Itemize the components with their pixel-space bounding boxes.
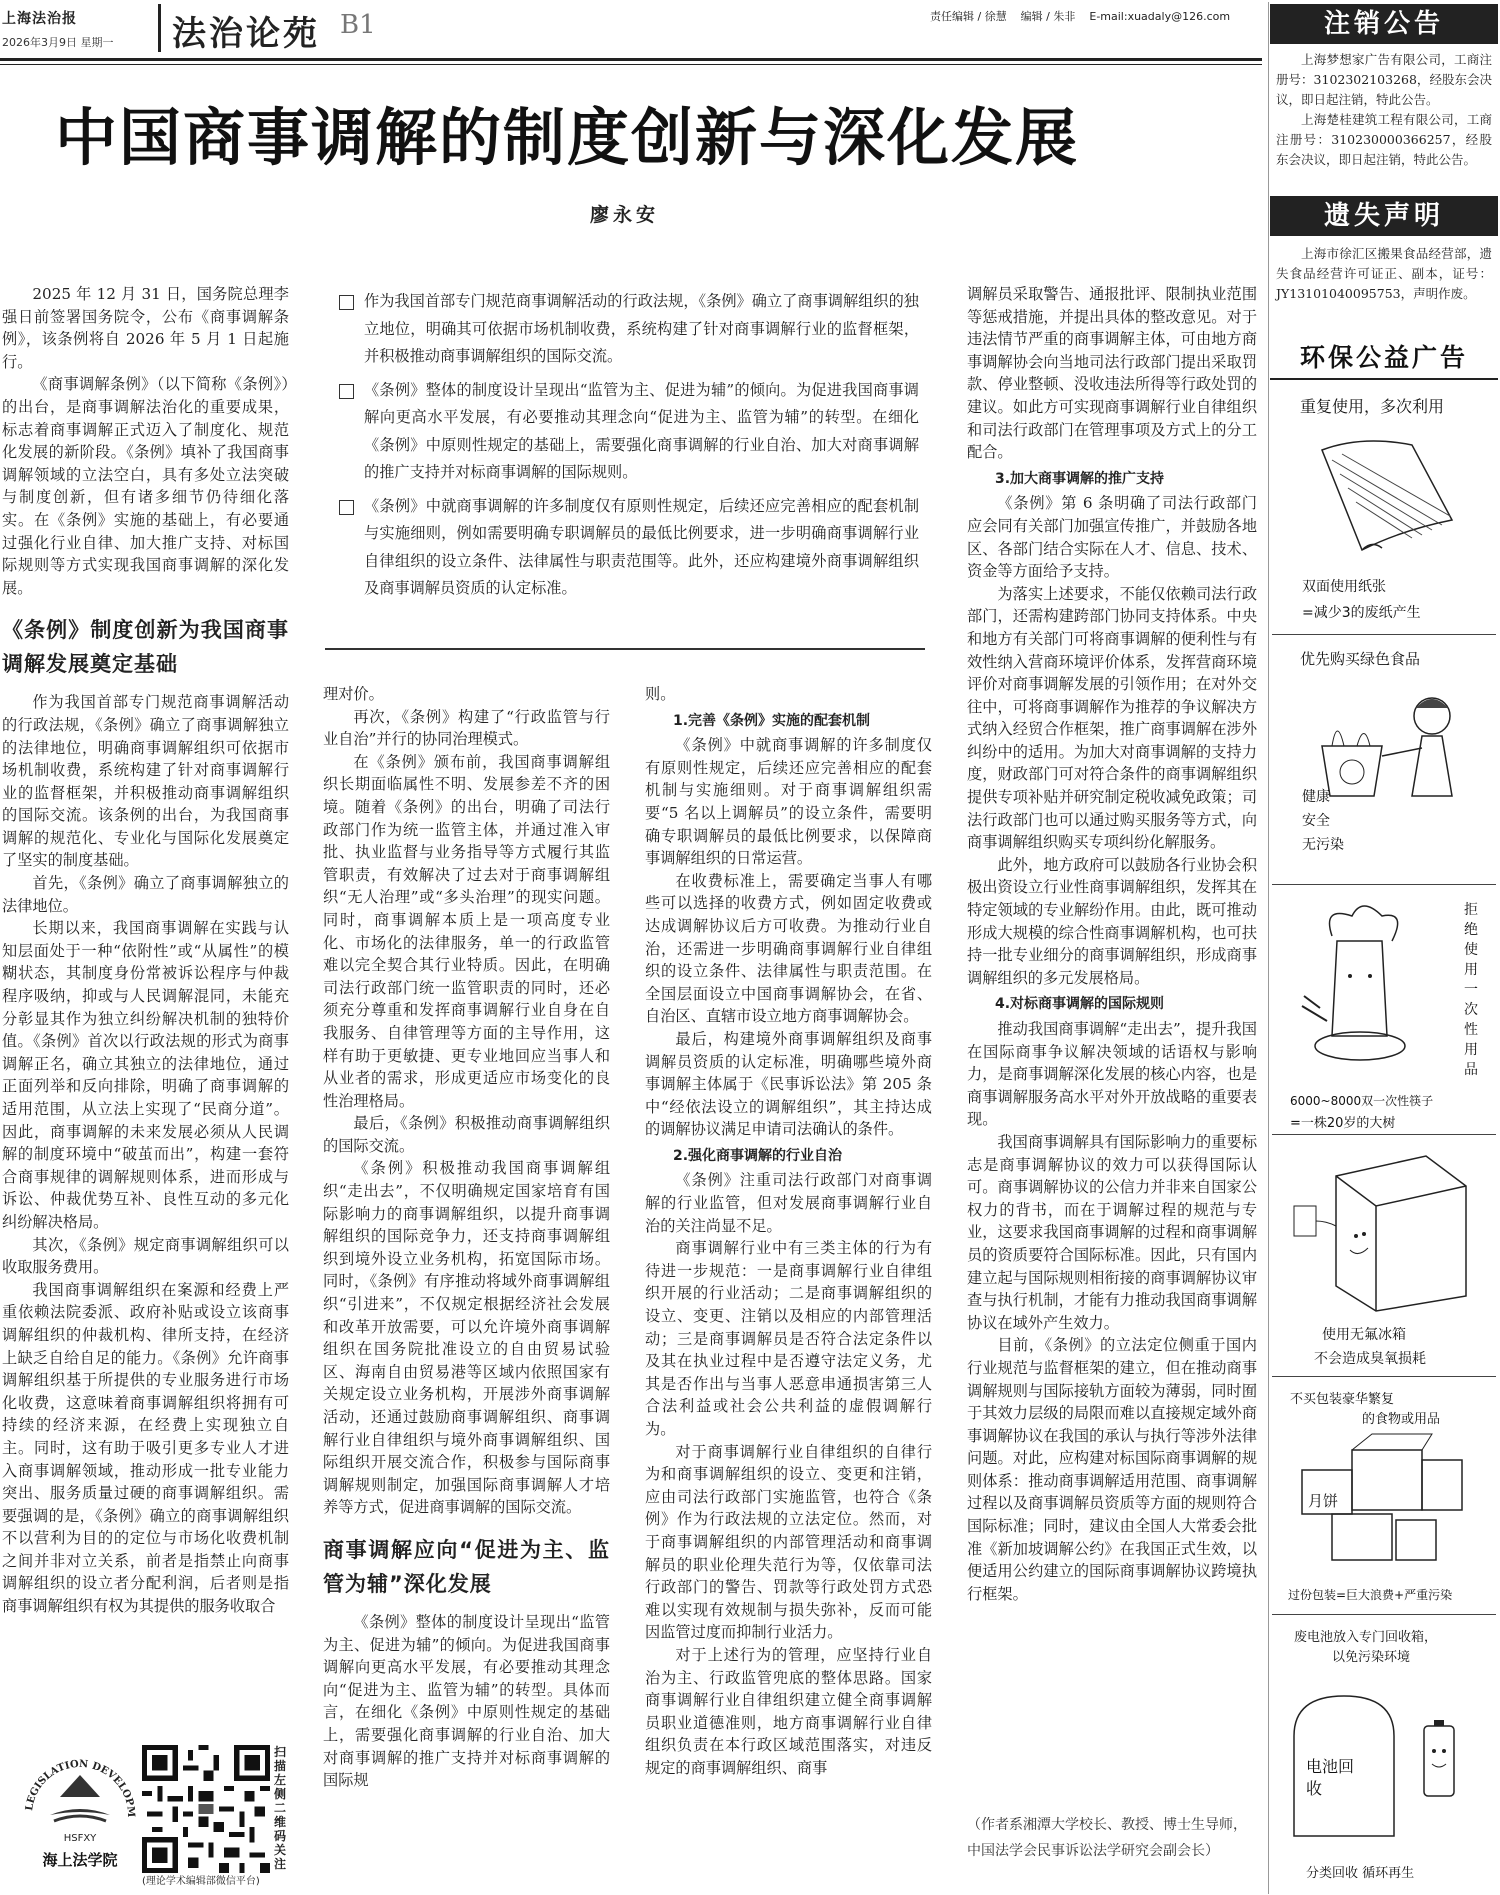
tree-stump-icon xyxy=(1292,896,1432,1086)
page-code: B1 xyxy=(340,10,376,40)
paragraph: 目前，《条例》的立法定位侧重于国内行业规范与监督框架的建立，但在推动商事调解规则与国际接轨方面较为薄弱，同时囿于其效力层级的局限而难以直接规定域外商事调解协议在我国的承认与执行等涉外法律问题。对此，应构建对标国际商事调解的规则体系：推动商事调解适用范围、商事调解过程以及商事调解员资质等方面的规则符合国际标准；同时，建议由全国人大常委会批准《新加坡调解公约》在我国正式生效，以便适用公约建立的国际商事调解协议跨境执行框架。 xyxy=(967,1336,1257,1603)
paragraph: 为落实上述要求，不能仅依赖司法行政部门，还需构建跨部门协同支持体系。中央和地方有关部门可将商事调解的便利性与有效性纳入营商环境评价体系，发挥营商环境评价对商事调解发展的引领作用；在对外交往中，可将商事调解作为推荐的争议解决方式纳入经贸合作框架，推广商事调解在涉外纠纷中的适用。为加大对商事调解的支持力度，财政部门可对符合条件的商事调解组织提供专项补贴并研究制定税收减免政策；司法行政部门也可以通过购买服务等方式，向商事调解组织购买专项纠纷化解服务。 xyxy=(967,584,1257,852)
fridge-icon xyxy=(1286,1146,1486,1316)
scan-hint: 扫描左侧二维码关注 xyxy=(274,1745,287,1871)
masthead-date: 2026年3月9日 星期一 xyxy=(2,36,114,49)
author-note: （作者系湘潭大学校长、教授、博士生导师，中国法学会民事诉讼法学研究会副会长） xyxy=(967,1817,1247,1859)
article-column-1 xyxy=(2,283,289,1618)
article-title: 中国商事调解的制度创新与深化发展 xyxy=(55,101,1080,174)
subheading: 《条例》制度创新为我国商事调解发展奠定基础 xyxy=(2,618,289,677)
paragraph: 对于上述行为的管理，应坚持行业自治为主、行政监管兜底的整体思路。国家商事调解行业自律组织建立健全商事调解员职业道德准则，地方商事调解行业自律组织负责在本行政区域范围落实，对违反规定的商事调解组织、商事 xyxy=(645,1645,932,1777)
paragraph: 《商事调解条例》（以下简称《条例》）的出台，是商事调解法治化的重要成果，标志着商事调解正式迈入了制度化、规范化发展的新阶段。《条例》填补了我国商事调解领域的立法空白，具有多处立法突破与制度创新，但有诸多细节仍待细化落实。在《条例》实施的基础上，有必要通过强化行业自律、加大推广支持、对标国际规则等方式实现我国商事调解的深化发展。 xyxy=(2,375,289,597)
header-divider xyxy=(158,4,161,52)
paragraph: 我国商事调解组织在案源和经费上严重依赖法院委派、政府补贴或设立该商事调解组织的仲裁机构、律所支持，在经济上缺乏自给自足的能力。《条例》允许商事调解组织基于所提供的专业服务进行市场化收费，这意味着商事调解组织将拥有可持续的经济来源，在经费上实现独立自主。同时，这有助于吸引更多专业人才进入商事调解领域，推动形成一批专业能力突出、服务质量过硬的商事调解组织。需要强调的是，《条例》确立的商事调解组织不以营利为目的的定位与市场化收费机制之间并非对立关系，前者是指禁止向商事调解组织的设立者分配利润，后者则是指商事调解组织有权为其提供的服务收取合 xyxy=(2,1280,289,1616)
qr-code-icon xyxy=(142,1745,270,1873)
square-bullet-icon xyxy=(339,500,354,515)
qr-caption: (理论学术编辑部微信平台) xyxy=(142,1876,260,1887)
highlight-item: 作为我国首部专门规范商事调解活动的行政法规，《条例》确立了商事调解组织的独立地位，明确其可依据市场机制收费，系统构建了针对商事调解行业的监督框架，并积极推动商事调解组织的国际交流。 xyxy=(335,288,919,371)
paragraph: 推动我国商事调解“走出去”，提升我国在国际商事争议解决领域的话语权与影响力，是商事调解深化发展的核心内容，也是商事调解服务高水平对外开放战略的重要表现。 xyxy=(967,1020,1257,1129)
paper-sheets-icon xyxy=(1302,430,1472,560)
header-rule xyxy=(0,58,1262,61)
editor-line: 责任编辑 / 徐慧 编辑 / 朱非 E-mail:xuadaly@126.com xyxy=(930,10,1231,23)
svg-text:LEGISLATION DEVELOPMENT: LEGISLATION DEVELOPM xyxy=(24,1758,137,1818)
square-bullet-icon xyxy=(339,295,354,310)
eco-ad-title: 环保公益广告 xyxy=(1270,338,1498,380)
section-name: 法治论苑 xyxy=(172,14,320,54)
paragraph: 《条例》第 6 条明确了司法行政部门应会同有关部门加强宣传推广，并鼓励各地区、各部门结合实际在人才、信息、技术、资金等方面给予支持。 xyxy=(967,494,1257,581)
paragraph: 则。 xyxy=(645,685,676,703)
eco-panel-battery: 废电池放入专门回收箱， 以免污染环境 电池回收 分类回收 循环再生 xyxy=(1272,1616,1496,1892)
article-author: 廖永安 xyxy=(590,204,660,226)
eco-panel-fridge: 使用无氟冰箱 不会造成臭氧损耗 xyxy=(1272,1136,1496,1377)
paragraph: 调解员采取警告、通报批评、限制执业范围等惩戒措施，并提出具体的整改意见。对于违法情节严重的商事调解主体，可由地方商事调解协会向当地司法行政部门提出采取罚款、停业整顿、没收违法所得等行政处罚的建议。如此方可实现商事调解行业自律组织和司法行政部门在管理事项及方式上的分工配合。 xyxy=(967,285,1257,462)
notice-title: 注销公告 xyxy=(1270,4,1498,44)
paragraph: 长期以来，我国商事调解在实践与认知层面处于一种“依附性”或“从属性”的模糊状态，其制度身份常被诉讼程序与仲裁程序吸纳，抑或与人民调解混同，未能充分彰显其作为独立纠纷解决机制的独特价值。《条例》首次以行政法规的形式为商事调解正名，确立其独立的法律地位，通过正面列举和反向排除，明确了商事调解的适用范围，从立法上实现了“民商分道”。因此，商事调解的未来发展必须从人民调解的制度环境中“破茧而出”，构建一套符合商事规律的调解规则体系，进而形成与诉讼、仲裁优势互补、良性互动的多元化纠纷解决格局。 xyxy=(2,919,289,1231)
paragraph: 商事调解行业中有三类主体的行为有待进一步规范：一是商事调解行业自律组织开展的行业活动；二是商事调解组织的设立、变更、注销以及相应的内部管理活动；三是商事调解员是否符合法定条件以及其在执业过程中是否遵守法定义务，尤其是否作出与当事人恶意串通损害第三人合法利益或社会公共利益的虚假调解行为。 xyxy=(645,1239,932,1438)
paragraph: 最后，《条例》积极推动商事调解组织的国际交流。 xyxy=(323,1114,610,1155)
highlight-item: 《条例》整体的制度设计呈现出“监管为主、促进为辅”的倾向。为促进我国商事调解向更高水平发展，有必要推动其理念向“促进为主、监管为辅”的转型。在细化《条例》中原则性规定的基础上，需要强化商事调解的行业自治、加大对商事调解的推广支持并对标商事调解的国际规则。 xyxy=(335,377,919,487)
paragraph: 《条例》积极推动我国商事调解组织“走出去”，不仅明确规定国家培育有国际影响力的商事调解组织，以提升商事调解组织的国际竞争力，还支持商事调解组织到境外设立业务机构，拓宽国际市场。同时，《条例》有序推动将域外商事调解组织“引进来”，不仅规定根据经济社会发展和改革开放需要，可以允许境外商事调解组织在国务院批准设立的自由贸易试验区、海南自由贸易港等区域内依照国家有关规定设立业务机构，开展涉外商事调解活动，还通过鼓励商事调解组织、商事调解行业自律组织与境外商事调解组织、国际组织开展交流合作，积极参与国际商事调解规则制定，加强国际商事调解人才培养等方式，促进商事调解的国际交流。 xyxy=(323,1159,610,1517)
paragraph: 在收费标准上，需要确定当事人有哪些可以选择的收费方式，例如固定收费或达成调解协议后方可收费。为推动行业自治，还需进一步明确商事调解行业自律组织的设立条件、法律属性与职责范围。在全国层面设立中国商事调解协会，在省、自治区、直辖市设立地方商事调解协会。 xyxy=(645,871,932,1026)
section-heading: 4.对标商事调解的国际规则 xyxy=(995,996,1165,1013)
article-column-3 xyxy=(645,683,932,1780)
paragraph: 其次，《条例》规定商事调解组织可以收取服务费用。 xyxy=(2,1235,289,1277)
paragraph: 对于商事调解行业自律组织的自律行为和商事调解组织的设立、变更和注销，应由司法行政部门实施监管，也符合《条例》作为行政法规的立法定位。然而，对于商事调解组织的内部管理活动和商事调解员的职业伦理失范行为等，仅依靠司法行政部门的警告、罚款等行政处罚方式恐难以实现有效规制与损失弥补，反而可能因监管过度而抑制行业活力。 xyxy=(645,1442,932,1642)
lost-list xyxy=(1276,244,1492,304)
subheading: 商事调解应向“促进为主、监管为辅”深化发展 xyxy=(323,1537,610,1596)
paragraph: 我国商事调解具有国际影响力的重要标志是商事调解协议的效力可以获得国际认可。商事调解协议的公信力并非来自国家公权力的背书，而在于调解过程的规范与专业，这要求我国商事调解的过程和商事调解员的资质要符合国际标准。因此，只有国内建立起与国际规则相衔接的商事调解协议审查与执行机制，才能有力推动我国商事调解协议在域外产生效力。 xyxy=(967,1132,1257,1332)
highlight-box xyxy=(335,288,919,609)
article-column-4 xyxy=(967,283,1257,1605)
paragraph: 《条例》整体的制度设计呈现出“监管为主、促进为辅”的倾向。为促进我国商事调解向更高水平发展，有必要推动其理念向“促进为主、监管为辅”的转型。具体而言，在细化《条例》中原则性规定的基础上，需要强化商事调解的行业自治、加大对商事调解的推广支持并对标商事调解的国际规 xyxy=(323,1612,610,1790)
eco-panel-food: 优先购买绿色食品 健康 安全 无污染 xyxy=(1272,636,1496,885)
paragraph: 首先，《条例》确立了商事调解独立的法律地位。 xyxy=(2,874,289,915)
notice-list xyxy=(1276,50,1492,170)
header-rule-thin xyxy=(0,64,1262,65)
lost-item: 上海市徐汇区搬果食品经营部，遗失食品经营许可证正、副本，证号：JY13101040095753，声明作废。 xyxy=(1276,246,1492,301)
notice-item: 上海楚桂建筑工程有限公司，工商注册号：310230000366257，经股东会决议，即日起注销，特此公告。 xyxy=(1276,112,1492,167)
paragraph: 再次，《条例》构建了“行政监管与行业自治”并行的协同治理模式。 xyxy=(323,707,610,749)
qr-code[interactable] xyxy=(142,1745,270,1873)
section-heading: 2.强化商事调解的行业自治 xyxy=(673,1147,843,1164)
masthead-logo: 上海法治报 xyxy=(2,11,77,27)
eco-panel-paper: 重复使用，多次利用 双面使用纸张 =减少3的废纸产生 xyxy=(1272,382,1496,635)
paragraph: 理对价。 xyxy=(323,685,384,703)
law-school-logo-icon xyxy=(20,1745,140,1885)
article-column-2 xyxy=(323,683,610,1792)
highlight-rule xyxy=(325,648,925,650)
square-bullet-icon xyxy=(339,384,354,399)
highlight-item: 《条例》中就商事调解的许多制度仅有原则性规定，后续还应完善相应的配套机制与实施细则，例如需要明确专职调解员的最低比例要求，进一步明确商事调解行业自律组织的设立条件、法律属性与职责范围等。此外，还应构建境外商事调解组织及商事调解员资质的认定标准。 xyxy=(335,493,919,603)
paragraph: 在《条例》颁布前，我国商事调解组织长期面临属性不明、发展参差不齐的困境。随着《条例》的出台，明确了司法行政部门作为统一监管主体，并通过准入审批、执业监督与业务指导等方式履行其监管职责，有效解决了过去对于商事调解组织“无人治理”或“多头治理”的现实问题。同时，商事调解本质上是一项高度专业化、市场化的法律服务，单一的行政监管难以完全契合其行业特质。因此，在明确司法行政部门统一监管职责的同时，还必须充分尊重和发挥商事调解行业自身在自我服务、自律管理等方面的主导作用，这样有助于更敏捷、更专业地回应当事人和从业者的需求，形成更适应市场变化的良性治理格局。 xyxy=(323,752,610,1110)
girl-with-basket-icon xyxy=(1312,676,1482,826)
svg-text:海上法学院: 海上法学院 xyxy=(42,1851,118,1869)
paragraph: 最后，构建境外商事调解组织及商事调解员资质的认定标准，明确哪些境外商事调解主体属于《民事诉讼法》第 205 条中“经依法设立的调解组织”，其主持达成的调解协议满足申请司法确认的条件。 xyxy=(645,1029,932,1139)
section-heading: 1.完善《条例》实施的配套机制 xyxy=(673,712,871,729)
section-heading: 3.加大商事调解的推广支持 xyxy=(995,470,1165,487)
eco-panel-chopsticks: 拒绝使用一次性用品 6000~8000双一次性筷子 =一株20岁的大树 xyxy=(1272,886,1496,1135)
svg-text:HSFXY: HSFXY xyxy=(63,1833,97,1844)
paragraph: 《条例》中就商事调解的许多制度仅有原则性规定，后续还应完善相应的配套机制与实施细则。对于商事调解组织需要“5 名以上调解员”的设立条件，需要明确专职调解员的最低比例要求，以保障商事调解组织的日常运营。 xyxy=(645,736,932,868)
paragraph: 2025 年 12 月 31 日，国务院总理李强日前签署国务院令，公布《商事调解条例》，该条例将自 2026 年 5 月 1 日起施行。 xyxy=(2,285,289,371)
lost-title: 遗失声明 xyxy=(1270,196,1498,236)
hsfxy-logo xyxy=(20,1745,140,1885)
notice-item: 上海梦想家广告有限公司，工商注册号：3102302103268，经股东会决议，即日起注销，特此公告。 xyxy=(1276,52,1492,107)
paragraph: 《条例》注重司法行政部门对商事调解的行业监管，但对发展商事调解行业自治的关注尚显不足。 xyxy=(645,1171,932,1235)
eco-panel-packaging: 不买包装豪华繁复 的食物或用品 月饼 过份包装=巨大浪费+严重污染 xyxy=(1272,1378,1496,1615)
paragraph: 作为我国首部专门规范商事调解活动的行政法规，《条例》确立了商事调解独立的法律地位，明确商事调解组织可依据市场机制收费，系统构建了针对商事调解行业的监督框架，并积极推动商事调解组织的国际交流。该条例的出台，为我国商事调解的规范化、专业化与国际化发展奠定了坚实的制度基础。 xyxy=(2,693,289,870)
paragraph: 此外，地方政府可以鼓励各行业协会积极出资设立行业性商事调解组织，发挥其在特定领域的专业解纷作用。由此，既可推动形成大规模的综合性商事调解机构，也可扶持一批专业细分的商事调解组织，形成商事调解组织的多元发展格局。 xyxy=(967,855,1257,987)
